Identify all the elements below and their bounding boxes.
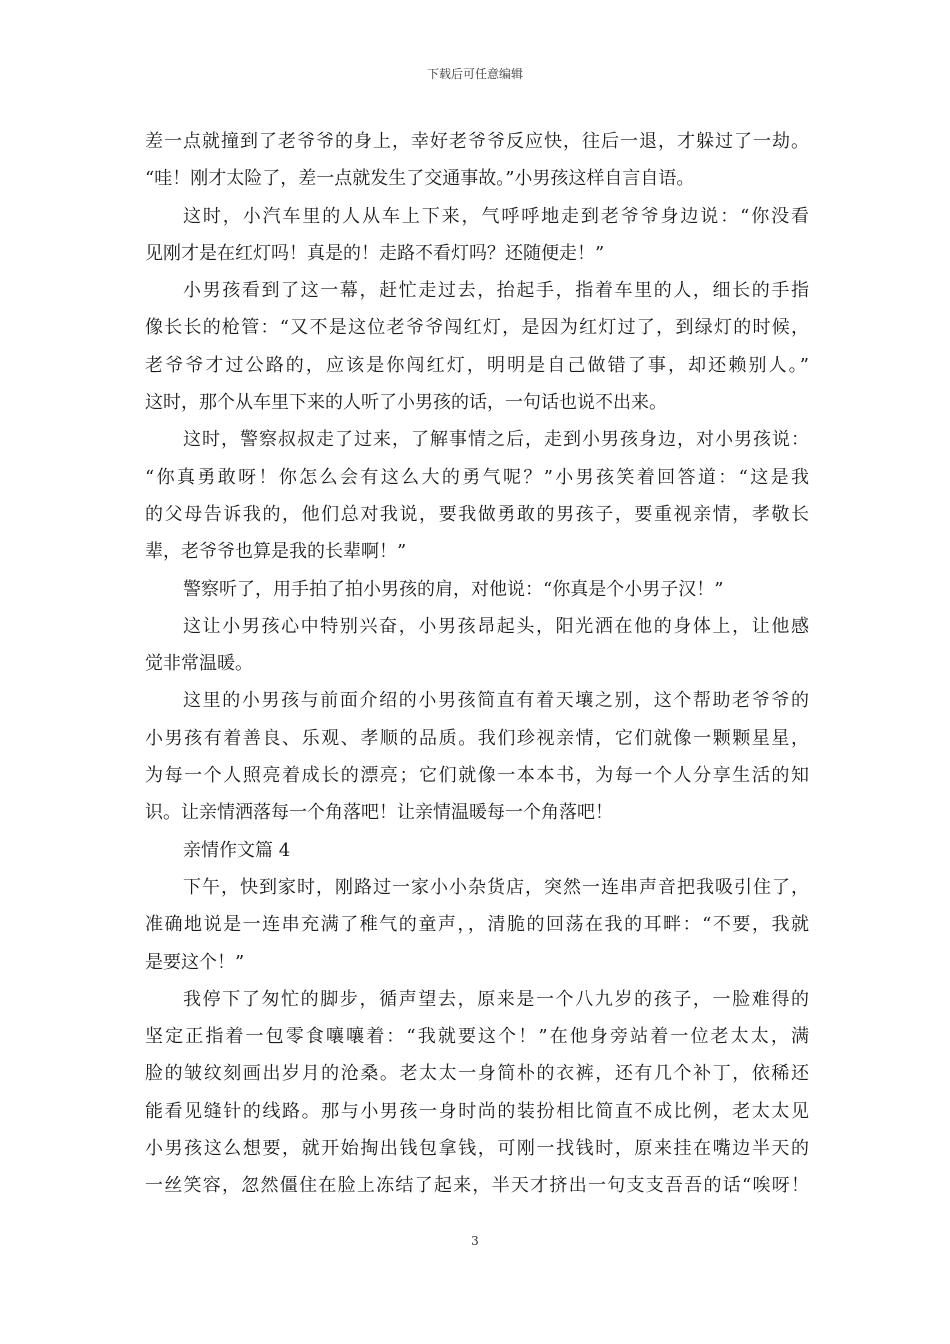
page-header: 下载后可任意编辑 — [426, 67, 523, 81]
text-line: 小男孩这么想要，就开始掏出钱包拿钱，可刚一找钱时，原来挂在嘴边半天的 — [145, 1138, 809, 1160]
text-line: 下午，快到家时，刚路过一家小小杂货店，突然一连串声音把我吸引住了， — [183, 876, 809, 898]
text-line: 这时，警察叔叔走了过来，了解事情之后，走到小男孩身边，对小男孩说： — [183, 429, 809, 451]
page-number: 3 — [471, 1234, 479, 1248]
text-line: 警察听了，用手拍了拍小男孩的肩，对他说：“你真是个小男子汉！” — [183, 578, 724, 600]
text-line: 觉非常温暖。 — [145, 653, 253, 675]
text-line: 准确地说是一连串充满了稚气的童声，，清脆的回荡在我的耳畔：“不要，我就 — [145, 914, 809, 936]
text-line: 像长长的枪管：“又不是这位老爷爷闯红灯，是因为红灯过了，到绿灯的时候， — [145, 317, 809, 339]
text-line: 坚定正指着一包零食嚷嚷着：“我就要这个！”在他身旁站着一位老太太，满 — [145, 1026, 809, 1048]
text-line: 这时，那个从车里下来的人听了小男孩的话，一句话也说不出来。 — [145, 392, 667, 414]
text-line: 我停下了匆忙的脚步，循声望去，原来是一个八九岁的孩子，一脸难得的 — [183, 988, 809, 1010]
text-line: 一丝笑容，忽然僵住在脸上冻结了起来，半天才挤出一句支支吾吾的话“唉呀！ — [145, 1175, 809, 1197]
text-line: 小男孩看到了这一幕，赶忙走过去，抬起手，指着车里的人，细长的手指 — [183, 280, 809, 302]
text-line: 能看见缝针的线路。那与小男孩一身时尚的装扮相比简直不成比例，老太太见 — [145, 1100, 809, 1122]
text-line: 辈，老爷爷也算是我的长辈啊！” — [145, 541, 407, 563]
text-line: “哇！刚才太险了，差一点就发生了交通事故。”小男孩这样自言自语。 — [145, 168, 695, 190]
document-body — [145, 123, 809, 1205]
text-line: 小男孩有着善良、乐观、孝顺的品质。我们珍视亲情，它们就像一颗颗星星， — [145, 727, 809, 749]
text-line: 脸的皱纹刻画出岁月的沧桑。老太太一身简朴的衣裤，还有几个补丁，依稀还 — [145, 1063, 809, 1085]
text-line: 老爷爷才过公路的，应该是你闯红灯，明明是自己做错了事，却还赖别人。” — [145, 354, 809, 376]
text-line: 这时，小汽车里的人从车上下来，气呼呼地走到老爷爷身边说：“你没看 — [183, 205, 809, 227]
text-line: 的父母告诉我的，他们总对我说，要我做勇敢的男孩子，要重视亲情，孝敬长 — [145, 503, 809, 525]
text-line: 差一点就撞到了老爷爷的身上，幸好老爷爷反应快，往后一退，才躲过了一劫。 — [145, 131, 809, 152]
text-line: 这里的小男孩与前面介绍的小男孩简直有着天壤之别，这个帮助老爷爷的 — [183, 690, 809, 712]
text-line: 为每一个人照亮着成长的漂亮；它们就像一本本书，为每一个人分享生活的知 — [145, 765, 809, 787]
text-line: 亲情作文篇 4 — [183, 839, 291, 861]
text-line: 见刚才是在红灯吗！真是的！走路不看灯吗？还随便走！” — [145, 242, 605, 264]
text-line: “你真勇敢呀！你怎么会有这么大的勇气呢？”小男孩笑着回答道：“这是我 — [145, 466, 809, 488]
text-line: 识。让亲情洒落每一个角落吧！让亲情温暖每一个角落吧！ — [145, 802, 613, 824]
text-line: 这让小男孩心中特别兴奋，小男孩昂起头，阳光洒在他的身体上，让他感 — [183, 615, 809, 637]
text-line: 是要这个！” — [145, 951, 245, 973]
